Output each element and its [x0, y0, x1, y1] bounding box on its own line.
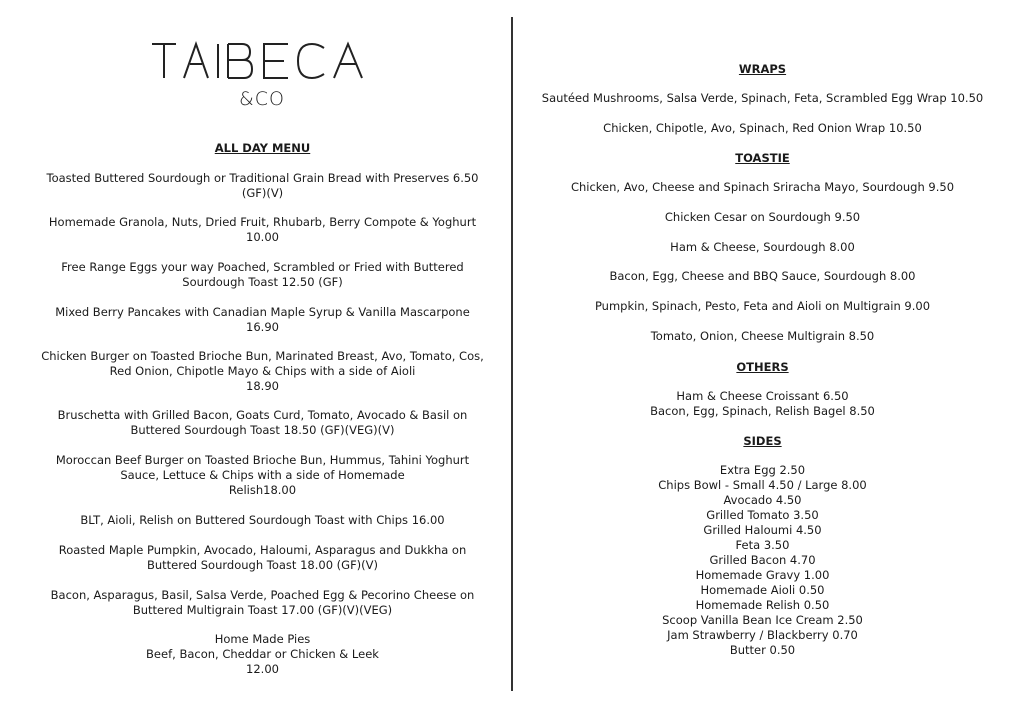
menu-item-line: Extra Egg 2.50: [719, 463, 806, 477]
brand-wordmark: [150, 40, 374, 82]
menu-item: [20, 171, 505, 201]
menu-item: [20, 305, 505, 335]
section-heading: TOASTIE: [735, 151, 790, 165]
menu-item-line: Grilled Tomato 3.50: [706, 508, 819, 522]
section-heading: ALL DAY MENU: [214, 141, 311, 155]
menu-item: [520, 121, 1005, 136]
brand-logo: [150, 40, 374, 110]
menu-item-line: Home Made Pies: [214, 632, 311, 646]
menu-item-line: Pumpkin, Spinach, Pesto, Feta and Aioli on Multigrain 9.00: [594, 299, 931, 313]
menu-item-line: Moroccan Beef Burger on Toasted Brioche Bun, Hummus, Tahini Yoghurt: [55, 453, 470, 467]
menu-item-line: Beef, Bacon, Cheddar or Chicken & Leek: [146, 647, 379, 661]
menu-item-line: Homemade Granola, Nuts, Dried Fruit, Rhubarb, Berry Compote & Yoghurt: [48, 215, 477, 229]
menu-item: [520, 299, 1005, 314]
menu-item-line: Mixed Berry Pancakes with Canadian Maple Syrup & Vanilla Mascarpone: [55, 305, 470, 319]
menu-item-line: Feta 3.50: [735, 538, 790, 552]
section-heading: SIDES: [743, 434, 782, 448]
menu-item-line: Chips Bowl - Small 4.50 / Large 8.00: [658, 478, 867, 492]
section-heading: WRAPS: [738, 62, 787, 76]
menu-item-line: Buttered Sourdough Toast 18.00 (GF)(V): [146, 558, 379, 572]
menu-item-line: Jam Strawberry / Blackberry 0.70: [667, 628, 858, 642]
menu-item: [520, 389, 1005, 419]
menu-item: [20, 453, 505, 498]
menu-item: [520, 91, 1005, 106]
menu-item: [20, 349, 505, 394]
menu-item-line: Homemade Gravy 1.00: [695, 568, 830, 582]
menu-item-line: Scoop Vanilla Bean Ice Cream 2.50: [662, 613, 863, 627]
menu-item-line: Chicken, Chipotle, Avo, Spinach, Red Onion Wrap 10.50: [603, 121, 922, 135]
menu-item-line: Buttered Multigrain Toast 17.00 (GF)(V)(VEG): [132, 603, 393, 617]
menu-item-line: Sauce, Lettuce & Chips with a side of Homemade: [120, 468, 405, 482]
menu-item-line: Tomato, Onion, Cheese Multigrain 8.50: [650, 329, 875, 343]
menu-item-line: Avocado 4.50: [723, 493, 802, 507]
menu-item-line: 18.90: [246, 379, 279, 393]
section-heading: OTHERS: [736, 360, 789, 374]
menu-item-line: Ham & Cheese Croissant 6.50: [676, 389, 849, 403]
menu-item-line: Chicken Burger on Toasted Brioche Bun, Marinated Breast, Avo, Tomato, Cos,: [41, 349, 484, 363]
menu-item-line: Homemade Aioli 0.50: [700, 583, 825, 597]
menu-item: [520, 180, 1005, 195]
menu-item-line: Grilled Haloumi 4.50: [703, 523, 822, 537]
menu-item-line: Toasted Buttered Sourdough or Traditional Grain Bread with Preserves 6.50: [46, 171, 479, 185]
menu-item: [20, 260, 505, 290]
menu-item-line: 16.90: [246, 320, 279, 334]
menu-item-line: Ham & Cheese, Sourdough 8.00: [670, 240, 855, 254]
menu-item-line: Sautéed Mushrooms, Salsa Verde, Spinach, Feta, Scrambled Egg Wrap 10.50: [541, 91, 984, 105]
menu-item-line: 12.00: [246, 662, 279, 676]
menu-item-line: Red Onion, Chipotle Mayo & Chips with a side of Aioli: [109, 364, 416, 378]
menu-item: [520, 269, 1005, 284]
menu-item-line: Bruschetta with Grilled Bacon, Goats Curd, Tomato, Avocado & Basil on: [57, 408, 468, 422]
column-divider: [511, 17, 513, 691]
menu-item: [20, 588, 505, 618]
menu-item: [20, 543, 505, 573]
menu-item-line: Bacon, Egg, Cheese and BBQ Sauce, Sourdough 8.00: [609, 269, 916, 283]
menu-item: [520, 329, 1005, 344]
menu-item-line: Free Range Eggs your way Poached, Scrambled or Fried with Buttered: [61, 260, 464, 274]
menu-item: [520, 240, 1005, 255]
menu-item: [20, 513, 505, 528]
menu-item: [20, 215, 505, 245]
menu-item: [20, 408, 505, 438]
menu-item-line: Butter 0.50: [729, 643, 796, 657]
menu-item-line: BLT, Aioli, Relish on Buttered Sourdough Toast with Chips 16.00: [80, 513, 445, 527]
menu-item-line: Homemade Relish 0.50: [695, 598, 830, 612]
menu-item: [20, 632, 505, 677]
menu-item-line: Relish18.00: [228, 483, 297, 497]
menu-item-line: Sourdough Toast 12.50 (GF): [182, 275, 343, 289]
menu-item: [520, 463, 1005, 658]
menu-item-line: Buttered Sourdough Toast 18.50 (GF)(VEG)(V): [130, 423, 395, 437]
menu-item-line: Chicken, Avo, Cheese and Spinach Sriracha Mayo, Sourdough 9.50: [570, 180, 955, 194]
menu-item-line: Roasted Maple Pumpkin, Avocado, Haloumi, Asparagus and Dukkha on: [58, 543, 467, 557]
brand-subtitle: &CO: [238, 88, 286, 110]
menu-item-line: Grilled Bacon 4.70: [709, 553, 816, 567]
menu-item-line: Chicken Cesar on Sourdough 9.50: [664, 210, 861, 224]
menu-item-line: Bacon, Egg, Spinach, Relish Bagel 8.50: [650, 404, 875, 418]
menu-item-line: 10.00: [246, 230, 279, 244]
menu-item: [520, 210, 1005, 225]
menu-item-line: (GF)(V): [241, 186, 284, 200]
menu-item-line: Bacon, Asparagus, Basil, Salsa Verde, Poached Egg & Pecorino Cheese on: [50, 588, 475, 602]
